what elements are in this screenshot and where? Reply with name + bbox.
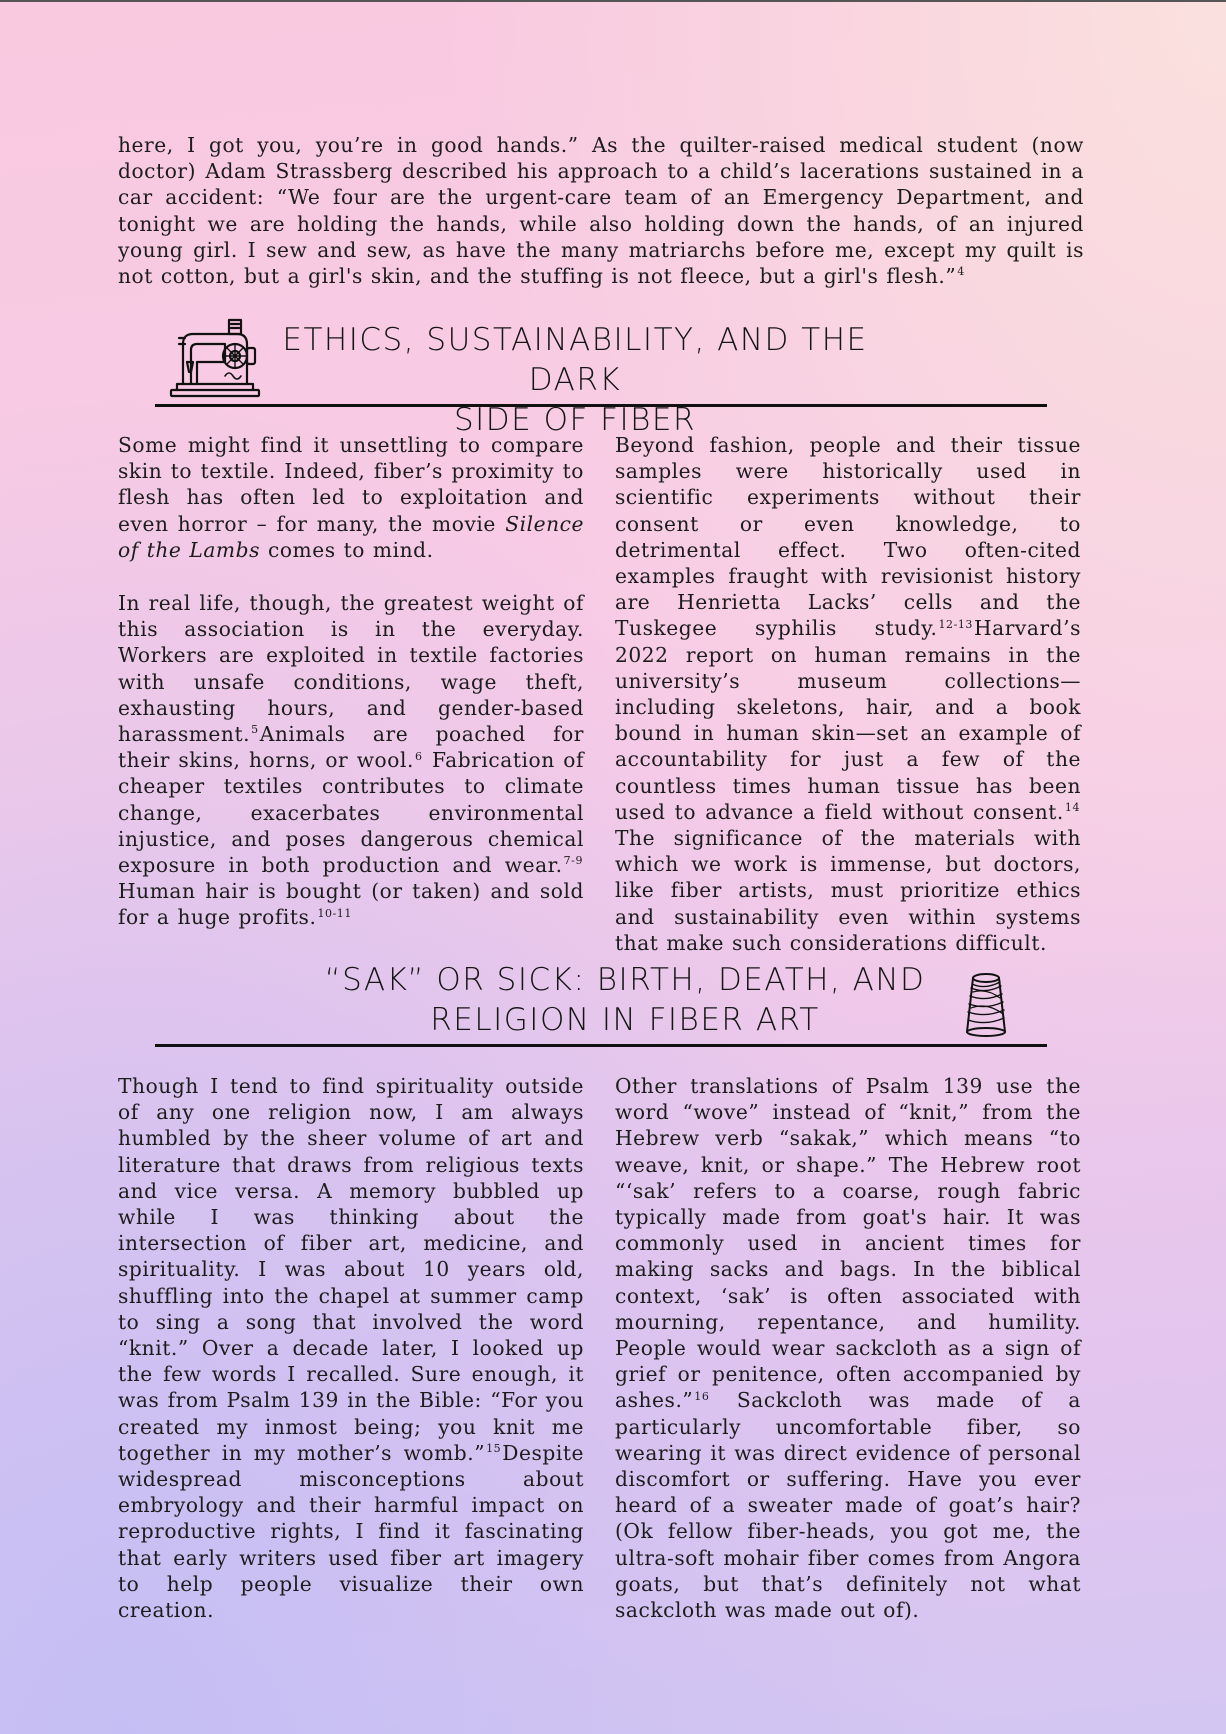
footnote-ref: 16 [694,1389,710,1403]
paragraph [615,1073,1081,1623]
column-right-ethics [615,432,1081,983]
footnote-ref: 14 [1064,801,1080,815]
paragraph-text: Fabrication of cheaper textiles contributes to climate change, exacerbates environmental injustice, and poses dangerous chemical exposure in both production and wear. [118,748,584,878]
footnote-ref: 6 [414,749,423,763]
paragraph-text: Despite widespread misconceptions about embryology and their harmful impact on reproductive rights, I find it fascinating that early writers used fiber art imagery to help people visualize their own creation. [118,1440,584,1623]
top-border [0,0,1226,2]
section-title-line-2: RELIGION IN FIBER ART [430,1002,820,1038]
paragraph [118,590,584,931]
paragraph-text: Animals are poached for their skins, horns, or wool. [118,722,584,773]
section-title-line-1: “SAK” OR SICK: BIRTH, DEATH, AND [324,962,926,998]
column-right-sak [615,1073,1081,1650]
footnote-ref: 5 [251,723,259,737]
section-title [255,320,895,440]
movie-title: Silence of the Lambs [118,511,584,562]
footnote-ref: 7-9 [563,854,583,868]
section-title [305,960,945,1040]
paragraph-text: Beyond fashion, people and their tissue samples were historically used in scientific experiments without their consent or even knowledge, to detrimental effect. Two often-cited examples fraught with revisionist history are Henrietta Lacks’ cells and the Tuskegee syphilis study. [615,433,1081,641]
section-title-line-2: SIDE OF FIBER [453,402,697,438]
footnote-ref: 15 [486,1442,502,1456]
sewing-machine-icon [167,314,263,400]
paragraph-text: Other translations of Psalm 139 use the word “wove” instead of “knit,” from the Hebrew verb “sakak,” which means “to weave, knit, or shape.” The Hebrew root “‘sak’ refers to a coarse, rough fabric typically made from goat's hair. It was commonly used in ancient times for making sacks and bags. In the biblical context, ‘sak’ is often associated with mourning, repentance, and humility. People would wear sackcloth as a sign of grief or penitence, often accompanied by ashes.” [615,1074,1081,1413]
paragraph [615,432,1081,956]
intro-paragraph [118,132,1084,289]
footnote-ref: 4 [957,265,965,279]
section-heading-sak [155,958,1047,1047]
intro-text: here, I got you, you’re in good hands.” As the quilter-raised medical student (now doctor) Adam Strassberg described his approach to a child’s lacerations sustained in a car accident: “We four are the urgent-care team of an Emergency Department, and tonight we are holding the hands, while also holding down the hands, of an injured young girl. I sew and sew, as have the many matriarchs before me, except my quilt is not cotton, but a girl's skin, and the stuffing is not fleece, but a girl's flesh.” [118,133,1084,289]
paragraph-text: The significance of the materials with which we work is immense, but doctors, like fiber artists, must prioritize ethics and sustainability even within systems that make such considerations difficult. [615,826,1081,955]
paragraph-text: Sackcloth was made of a particularly uncomfortable fiber, so wearing it was direct evidence of personal discomfort or suffering. Have you ever heard of a sweater made of goat’s hair? (Ok fellow fiber-heads, you got me, the ultra-soft mohair fiber comes from Angora goats, but that’s definitely not what sackcloth was made out of). [615,1388,1081,1623]
footnote-ref: 10-11 [317,906,352,920]
column-left-sak [118,1073,584,1650]
column-left-ethics [118,432,584,958]
paragraph-text: Harvard’s 2022 report on human remains in the university’s museum collections—including skeletons, hair, and a book bound in human skin—set an example of accountability for just a few of the countless times human tissue has been used to advance a field without consent. [615,616,1081,824]
paragraph-text: comes to mind. [260,537,434,562]
paragraph [118,1073,584,1623]
footnote-ref: 12-13 [938,617,973,631]
section-title-line-1: ETHICS, SUSTAINABILITY, AND THE DARK [282,322,868,398]
thread-spool-icon [961,972,1011,1038]
paragraph-text: In real life, though, the greatest weight of this association is in the everyday. Workers are exploited in textile factories with unsafe conditions, wage theft, exhausting hours, and gender-based harassment. [118,591,584,747]
paragraph-text: Though I tend to find spirituality outside of any one religion now, I am always humbled by the sheer volume of art and literature that draws from religious texts and vice versa. A memory bubbled up while I was thinking about the intersection of fiber art, medicine, and spirituality. I was about 10 years old, shuffling into the chapel at summer camp to sing a song that involved the word “knit.” Over a decade later, I looked up the few words I recalled. Sure enough, it was from Psalm 139 in the Bible: “For you created my inmost being; you knit me together in my mother’s womb.” [118,1074,584,1465]
paragraph-text: Some might find it unsettling to compare skin to textile. Indeed, fiber’s proximity to flesh has often led to exploitation and even horror – for many, the movie [118,433,584,536]
paragraph-text: Human hair is bought (or taken) and sold for a huge profits. [118,879,584,930]
section-heading-ethics [155,318,1047,438]
paragraph [118,432,584,563]
